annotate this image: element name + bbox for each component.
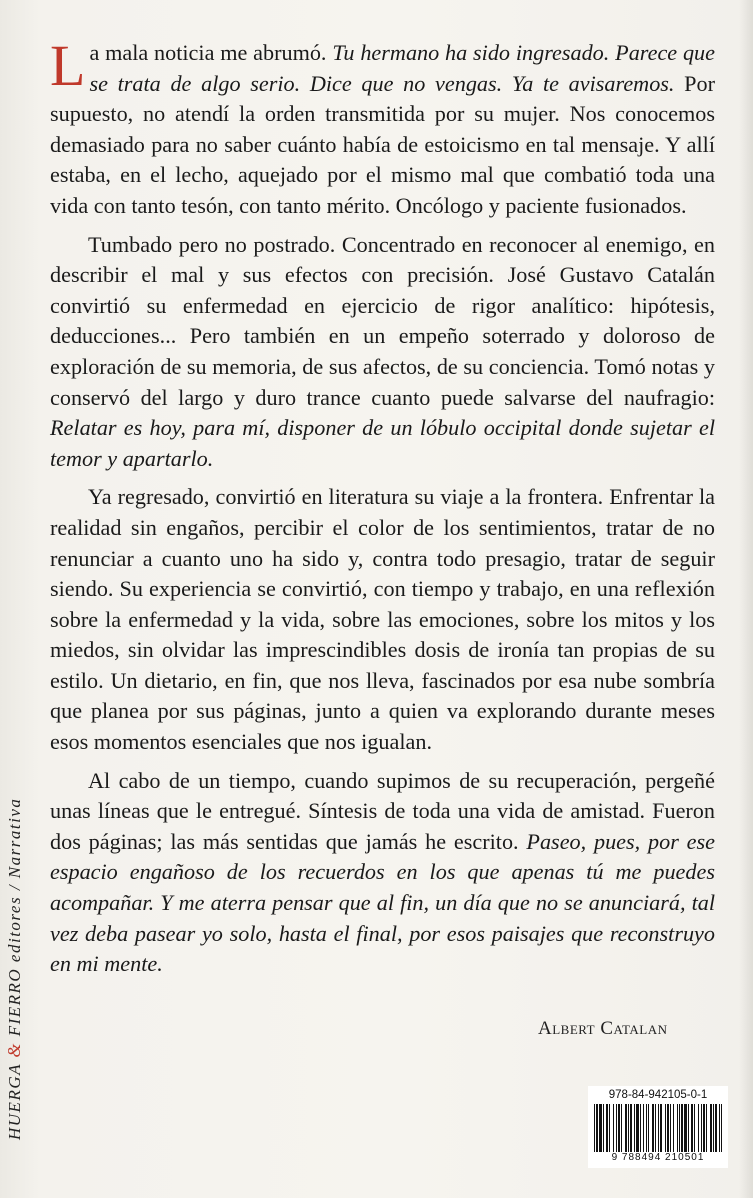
spine-imprint bbox=[4, 660, 30, 1140]
barcode-box bbox=[588, 1086, 728, 1168]
author-signature: Albert Catalan bbox=[538, 1018, 668, 1039]
spine-publisher-a: HUERGA bbox=[5, 1063, 24, 1140]
isbn-label: 978-84-942105-0-1 bbox=[608, 1089, 708, 1101]
paragraph bbox=[50, 766, 715, 980]
spine-separator: / bbox=[5, 883, 24, 891]
barcode-icon bbox=[594, 1104, 722, 1152]
text-run: Al cabo de un tiempo, cuando supimos de su recuperación, pergeñé unas líneas que le entregué. Síntesis de toda una vida de amistad. Fueron dos páginas; las más sentidas que jamás he escrito. bbox=[50, 767, 715, 854]
page-edge-shading bbox=[739, 0, 753, 1198]
italic-quote: Tu hermano ha sido ingresado. Parece que se trata de algo serio. Dice que no vengas. Ya te avisaremos. bbox=[89, 40, 715, 96]
drop-cap: L bbox=[50, 33, 86, 98]
spine-ampersand: & bbox=[4, 1042, 24, 1058]
paragraph bbox=[50, 482, 715, 757]
blurb-text bbox=[50, 33, 716, 988]
italic-quote: Paseo, pues, por ese espacio engañoso de los recuerdos en los que apenas tú me puedes acompañar. Y me aterra pensar que al fin, un día que no se anunciará, tal vez deba pasear yo solo, hasta el final, por esos paisajes que reconstruyo en mi mente. bbox=[50, 828, 715, 977]
text-run: a mala noticia me abrumó. bbox=[89, 40, 333, 65]
text-run: Por supuesto, no atendí la orden transmitida por su mujer. Nos conocemos demasiado para no saber cuánto había de estoicismo en tal mensaje. Y allí estaba, en el lecho, aquejado por el mismo mal que combatió toda una vida con tanto tesón, con tanto mérito. Oncólogo y paciente fusionados. bbox=[50, 70, 716, 218]
italic-quote: Relatar es hoy, para mí, disponer de un lóbulo occipital donde sujetar el temor y apartarlo. bbox=[50, 415, 715, 471]
spine-publisher-b: FIERRO editores bbox=[5, 895, 24, 1037]
text-run: Ya regresado, convirtió en literatura su viaje a la frontera. Enfrentar la realidad sin engaños, percibir el color de los sentimientos, tratar de no renunciar a cuanto uno ha sido y, contra todo presagio, tratar de seguir siendo. Su experiencia se convirtió, con tiempo y trabajo, en una reflexión sobre la enfermedad y la vida, sobre las emociones, sobre los mitos y los miedos, sin olvidar las imprescindibles dosis de ironía tan propias de su estilo. Un dietario, en fin, que nos lleva, fascinados por esa nube sombría que planea por sus páginas, junto a quien va explorando durante meses esos momentos esenciales que nos igualan. bbox=[50, 484, 715, 755]
paragraph bbox=[50, 33, 716, 222]
barcode-digits: 9 788494 210501 bbox=[611, 1152, 705, 1163]
text-run: Tumbado pero no postrado. Concentrado en reconocer al enemigo, en describir el mal y sus efectos con precisión. José Gustavo Catalán convirtió su enfermedad en ejercicio de rigor analítico: hipótesis, deducciones... Pero también en un empeño soterrado y doloroso de exploración de su memoria, de sus afectos, de su conciencia. Tomó notas y conservó del largo y duro trance cuanto puede salvarse del naufragio: bbox=[50, 231, 715, 410]
paragraph bbox=[50, 230, 715, 475]
spine-collection: Narrativa bbox=[5, 797, 24, 879]
